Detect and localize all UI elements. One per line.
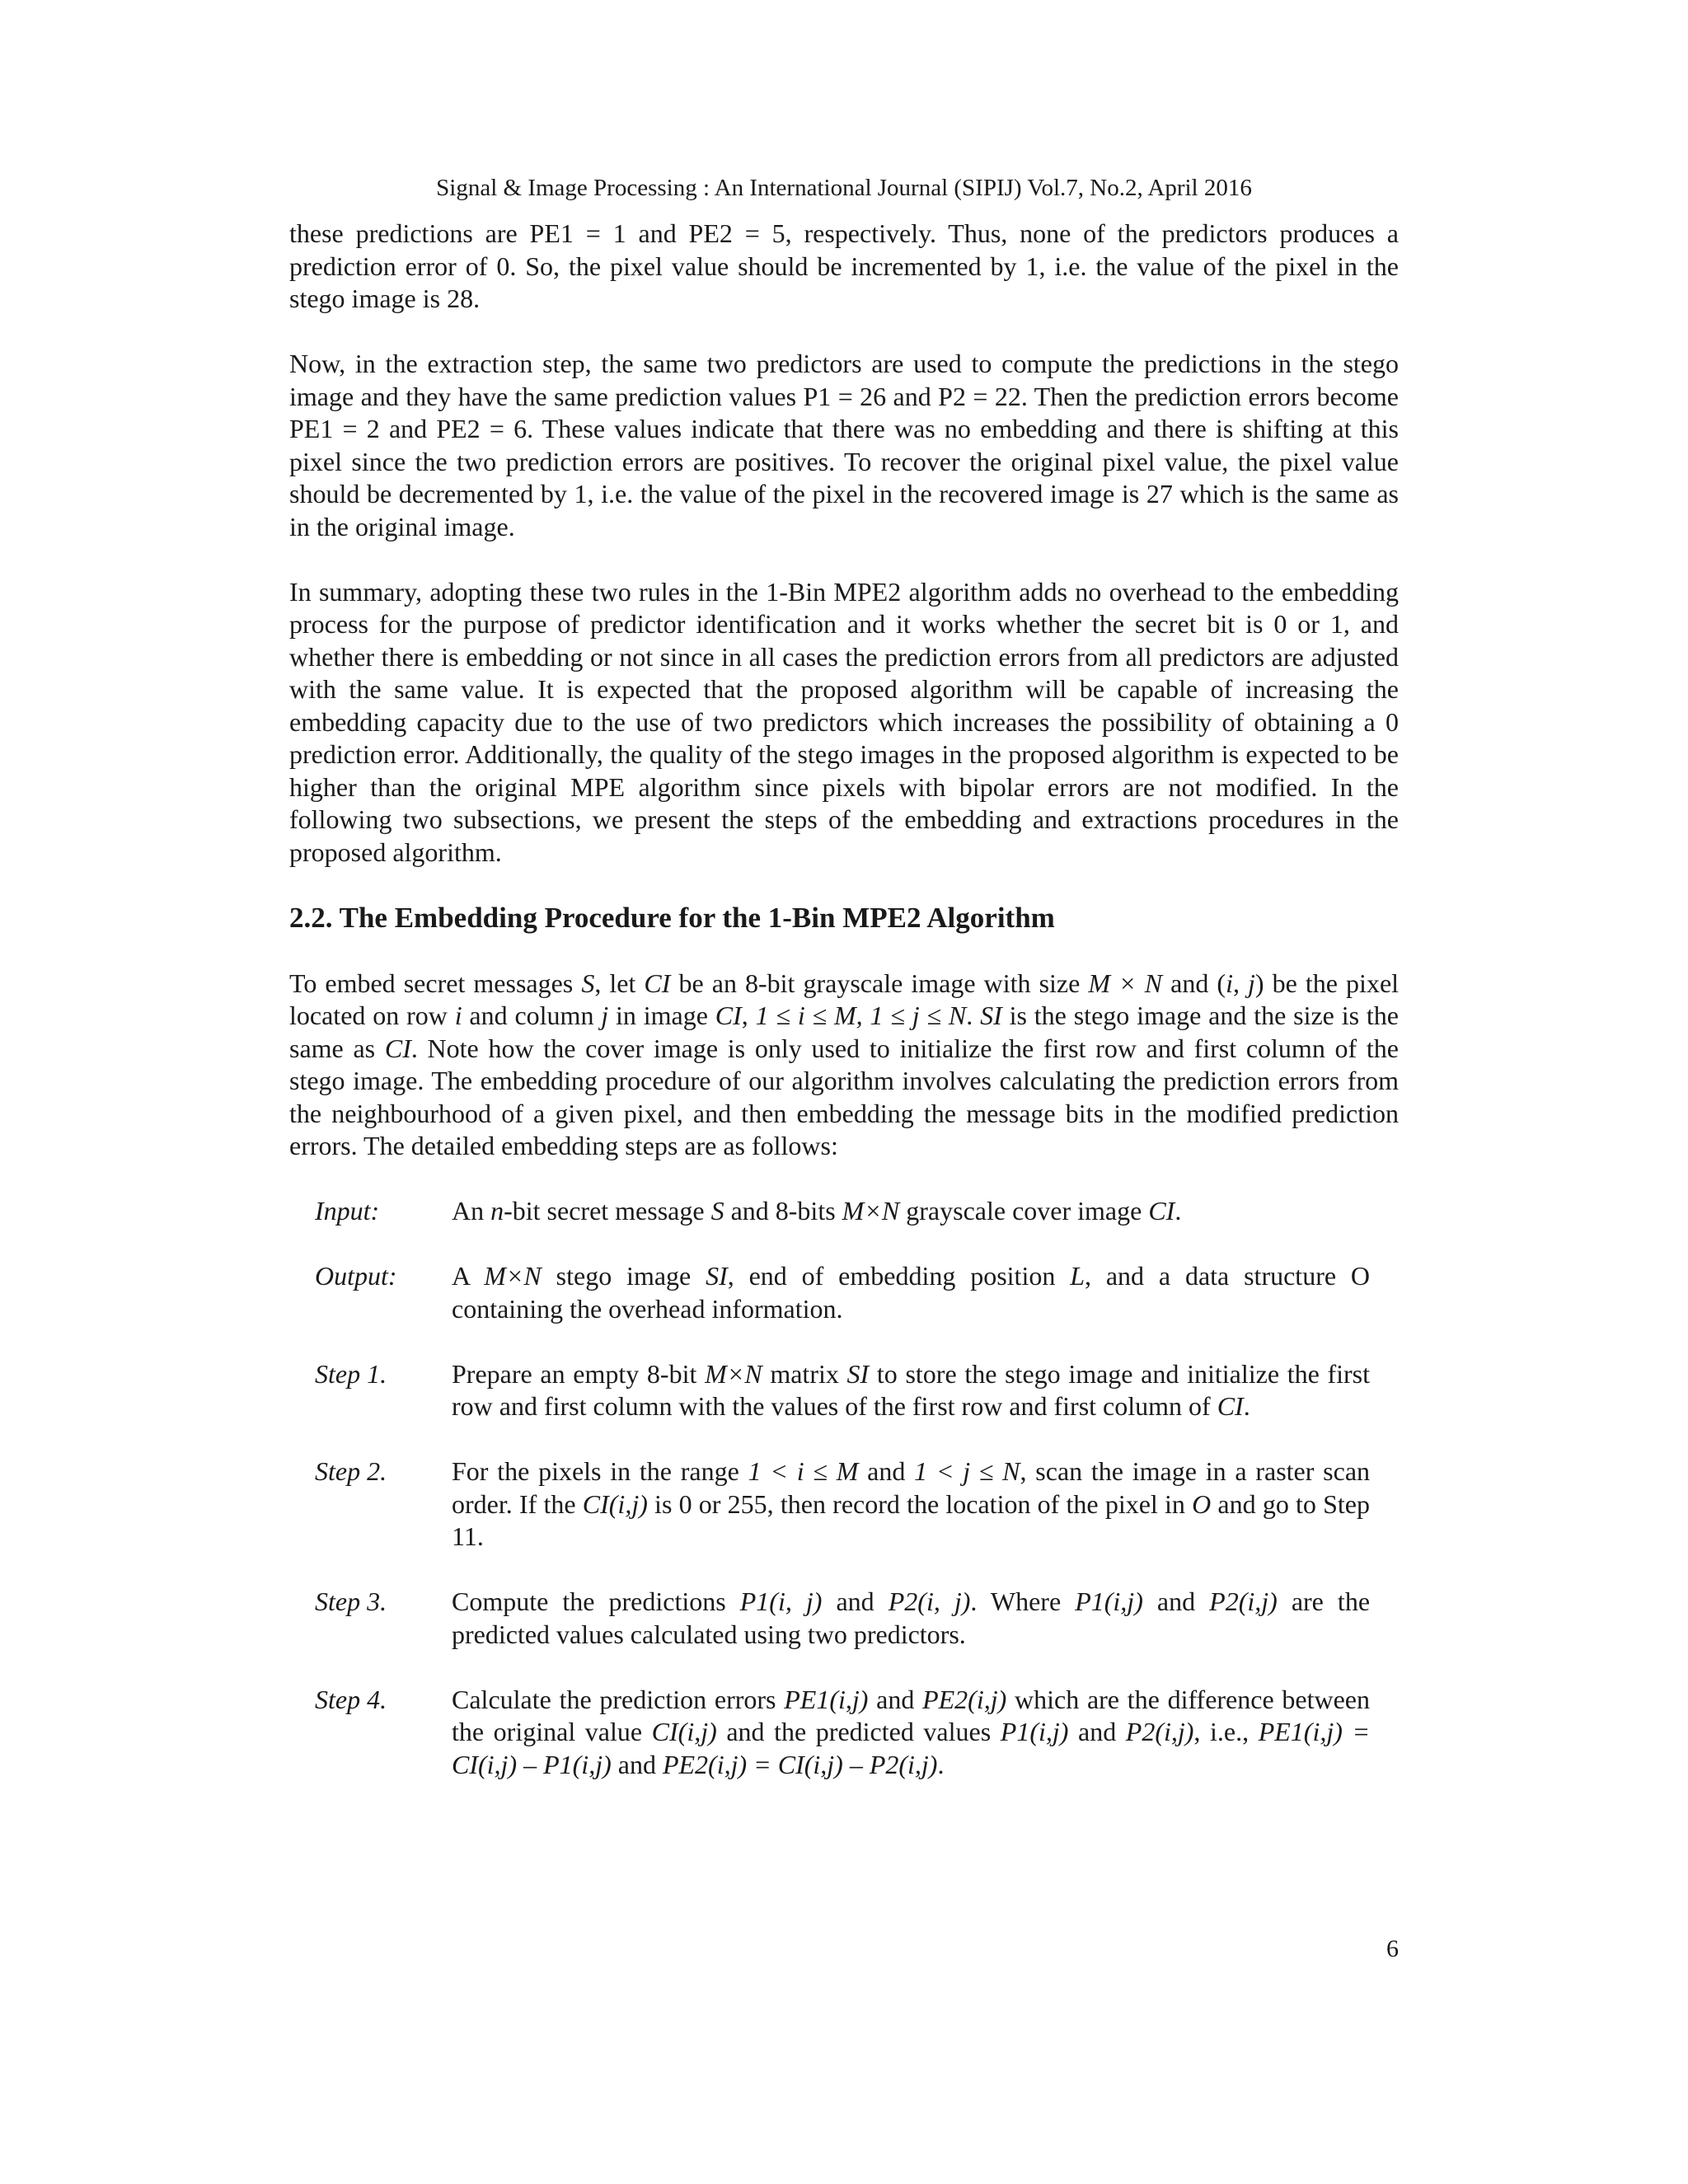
step-var: L <box>1070 1261 1085 1291</box>
intro-text: and ( <box>1162 968 1226 998</box>
step-var: P1(i,j) <box>1075 1586 1143 1616</box>
intro-var: i <box>1226 968 1233 998</box>
step-fragment: For the pixels in the range <box>452 1456 748 1486</box>
step-var: P1(i, j) <box>739 1586 823 1616</box>
step-var: SI <box>706 1261 728 1291</box>
step-text <box>452 1195 1399 1228</box>
step-var: PE2(i,j) <box>922 1684 1007 1714</box>
step-fragment: Compute the predictions <box>452 1586 740 1616</box>
step-fragment: A <box>452 1261 485 1291</box>
intro-var: i <box>454 1001 462 1030</box>
intro-text: be an 8-bit grayscale image with size <box>670 968 1089 998</box>
intro-text: . Note how the cover image is only used to initialize the first row and first column of the stego image. The embedding procedure of our algorithm involves calculating the prediction errors from the neighbourhood of a given pixel, and then embedding the message bits in the modified prediction errors. The detailed embedding steps are as follows: <box>289 1033 1400 1160</box>
step-fragment: and <box>611 1749 663 1779</box>
step-var: PE1(i,j) <box>784 1684 869 1714</box>
step-text <box>452 1684 1399 1782</box>
step-var: n <box>490 1196 504 1226</box>
step-label: Input: <box>315 1196 380 1226</box>
intro-text: . <box>966 1001 981 1030</box>
step-label: Step 3. <box>315 1586 387 1616</box>
intro-var: M × N <box>1088 968 1163 998</box>
step-label: Step 1. <box>315 1358 387 1389</box>
step-fragment: which are the difference between the original value <box>452 1684 1370 1746</box>
intro-text: is the stego image and the size is the same as <box>289 1001 1400 1063</box>
step-fragment: and the predicted values <box>716 1717 1001 1746</box>
step-fragment: and <box>822 1586 889 1616</box>
step-fragment: is 0 or 255, then record the location of the pixel in <box>647 1488 1193 1519</box>
step-label: Step 4. <box>315 1684 387 1714</box>
step-label: Step 2. <box>315 1456 387 1486</box>
step-fragment: to store the stego image and initialize the first row and first column with the values of the first row and first column of <box>452 1358 1371 1421</box>
step-fragment: and <box>1142 1586 1210 1616</box>
step-var: M×N <box>842 1196 900 1226</box>
page-number: 6 <box>1386 1935 1399 1962</box>
step-var: 1 < i ≤ M <box>748 1456 859 1486</box>
step-fragment: -bit secret message <box>504 1196 711 1226</box>
step-var: CI <box>1148 1196 1175 1226</box>
body-text <box>289 218 1399 1814</box>
running-header: Signal & Image Processing : An International Journal (SIPIJ) Vol.7, No.2, April 2016 <box>436 175 1252 201</box>
step-var: P2(i, j) <box>888 1586 971 1616</box>
step-var: M×N <box>705 1358 762 1389</box>
intro-var: 1 ≤ i ≤ M, 1 ≤ j ≤ N <box>755 1001 967 1030</box>
step-fragment: and <box>868 1684 923 1714</box>
step-text <box>452 1260 1399 1325</box>
paragraph-1: these predictions are PE1 = 1 and PE2 = 5, respectively. Thus, none of the predictors produces a prediction error of 0. So, the pixel value should be incremented by 1, i.e. the value of the pixel in the stego image is 28. <box>289 218 1399 313</box>
step-var: P2(i,j) <box>1125 1717 1194 1746</box>
step-label: Output: <box>315 1261 397 1291</box>
step-var: P2(i,j) <box>1209 1586 1278 1616</box>
step-fragment: stego image <box>541 1261 706 1291</box>
step-fragment: and 8-bits <box>724 1196 842 1226</box>
algorithm-steps <box>315 1195 1399 1781</box>
step-fragment: . <box>937 1749 945 1779</box>
intro-text: To embed secret messages <box>289 968 582 998</box>
step-var: CI <box>1217 1391 1244 1421</box>
step-var: S <box>710 1196 724 1226</box>
step-text <box>452 1358 1399 1423</box>
step-var: CI(i,j) <box>582 1488 648 1519</box>
step-3 <box>315 1586 1399 1651</box>
step-fragment: matrix <box>762 1358 847 1389</box>
step-fragment: and <box>1068 1717 1126 1746</box>
step-fragment: Calculate the prediction errors <box>452 1684 785 1714</box>
step-output <box>315 1260 1399 1325</box>
step-fragment: , scan the image in a raster scan order. If the <box>452 1456 1371 1519</box>
step-fragment: An <box>452 1196 491 1226</box>
step-var: SI <box>846 1358 870 1389</box>
intro-var: CI <box>715 1001 742 1030</box>
paragraph-3: In summary, adopting these two rules in the 1-Bin MPE2 algorithm adds no overhead to the embedding process for the purpose of predictor identification and it works whether the secret bit is 0 or 1, and whether there is embedding or not since in all cases the prediction errors from all predictors are adjusted with the same value. It is expected that the proposed algorithm will be capable of increasing the embedding capacity due to the use of two predictors which increases the possibility of obtaining a 0 prediction error. Additionally, the quality of the stego images in the proposed algorithm is expected to be higher than the original MPE algorithm since pixels with bipolar errors are not modified. In the following two subsections, we present the steps of the embedding and extractions procedures in the proposed algorithm. <box>289 576 1399 867</box>
intro-text: , let <box>594 968 645 998</box>
step-var: P1(i,j) <box>1000 1717 1069 1746</box>
step-fragment: , end of embedding position <box>727 1261 1071 1291</box>
step-fragment: , and a data structure O containing the overhead information. <box>452 1261 1371 1324</box>
intro-text: , <box>1232 968 1249 998</box>
intro-text: , <box>741 1001 756 1030</box>
intro-var: SI <box>980 1001 1002 1030</box>
step-var: CI(i,j) <box>651 1717 717 1746</box>
step-fragment: . Where <box>970 1586 1076 1616</box>
step-var: O <box>1192 1488 1212 1519</box>
intro-text: and column <box>462 1001 602 1030</box>
intro-var: CI <box>644 968 671 998</box>
step-fragment: , i.e., <box>1193 1717 1259 1746</box>
step-fragment: and <box>858 1456 915 1486</box>
step-fragment: Prepare an empty 8-bit <box>452 1358 706 1389</box>
step-fragment: . <box>1243 1391 1250 1421</box>
step-1 <box>315 1358 1399 1423</box>
step-var: M×N <box>484 1261 542 1291</box>
intro-var: CI <box>384 1033 411 1063</box>
intro-var: j <box>1248 968 1255 998</box>
step-fragment: are the predicted values calculated using two predictors. <box>452 1586 1371 1649</box>
intro-var: j <box>601 1001 609 1030</box>
step-fragment: and go to Step 11. <box>452 1488 1371 1551</box>
step-var: 1 < j ≤ N <box>914 1456 1020 1486</box>
step-fragment: grayscale cover image <box>899 1196 1149 1226</box>
step-var: PE1(i,j) = CI(i,j) – P1(i,j) <box>452 1717 1371 1779</box>
intro-text: ) be the pixel located on row <box>289 968 1400 1030</box>
intro-text: in image <box>608 1001 715 1030</box>
step-fragment: . <box>1175 1196 1182 1226</box>
section-heading: 2.2. The Embedding Procedure for the 1-Bin MPE2 Algorithm <box>289 901 1055 934</box>
step-input <box>315 1195 1399 1228</box>
step-text <box>452 1455 1399 1554</box>
step-var: PE2(i,j) = CI(i,j) – P2(i,j) <box>662 1749 938 1779</box>
section-intro <box>289 968 1399 1163</box>
step-4 <box>315 1684 1399 1782</box>
step-2 <box>315 1455 1399 1554</box>
step-text <box>452 1586 1399 1651</box>
paragraph-2: Now, in the extraction step, the same two predictors are used to compute the predictions in the stego image and they have the same prediction values P1 = 26 and P2 = 22. Then the prediction errors become PE1 = 2 and PE2 = 6. These values indicate that there was no embedding and there is shifting at this pixel since the two prediction errors are positives. To recover the original pixel value, the pixel value should be decremented by 1, i.e. the value of the pixel in the recovered image is 27 which is the same as in the original image. <box>289 349 1399 541</box>
intro-var: S <box>581 968 595 998</box>
